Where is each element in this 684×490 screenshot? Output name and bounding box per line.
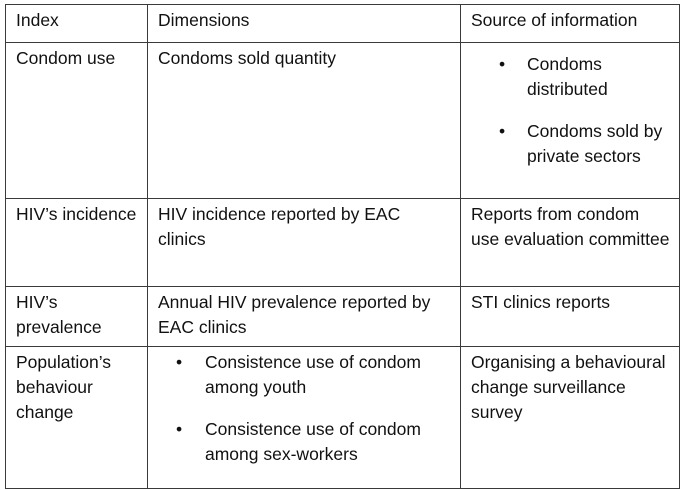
header-index: Index <box>6 5 148 43</box>
dimensions-list <box>158 350 452 467</box>
source-cell: STI clinics reports <box>461 287 680 347</box>
dimensions-cell: Annual HIV prevalence reported by EAC clinics <box>148 287 461 347</box>
source-cell <box>461 199 680 287</box>
index-cell: Population’s behaviour change <box>6 347 148 489</box>
source-cell <box>461 43 680 199</box>
table-header-row <box>6 5 680 43</box>
dimensions-cell: Condoms sold quantity <box>148 43 461 199</box>
table-row <box>6 43 680 199</box>
header-dimensions: Dimensions <box>148 5 461 43</box>
source-cell: Organising a behavioural change surveillance survey <box>461 347 680 489</box>
index-cell: HIV’s prevalence <box>6 287 148 347</box>
table-row <box>6 199 680 287</box>
list-item: • Consistence use of condom among sex-workers <box>158 417 452 467</box>
dimensions-cell: HIV incidence reported by EAC clinics <box>148 199 461 287</box>
dimensions-cell <box>148 347 461 489</box>
index-cell: Condom use <box>6 43 148 199</box>
header-source: Source of information <box>461 5 680 43</box>
index-cell: HIV’s incidence <box>6 199 148 287</box>
list-item: • Condoms sold by private sectors <box>471 119 671 169</box>
source-text: Reports from condom use evaluation committee <box>471 204 670 249</box>
table-row <box>6 347 680 489</box>
list-item: • Condoms distributed <box>471 52 671 102</box>
indicator-table <box>5 4 680 489</box>
source-list <box>471 46 671 169</box>
list-item: • Consistence use of condom among youth <box>158 350 452 400</box>
table-row <box>6 287 680 347</box>
